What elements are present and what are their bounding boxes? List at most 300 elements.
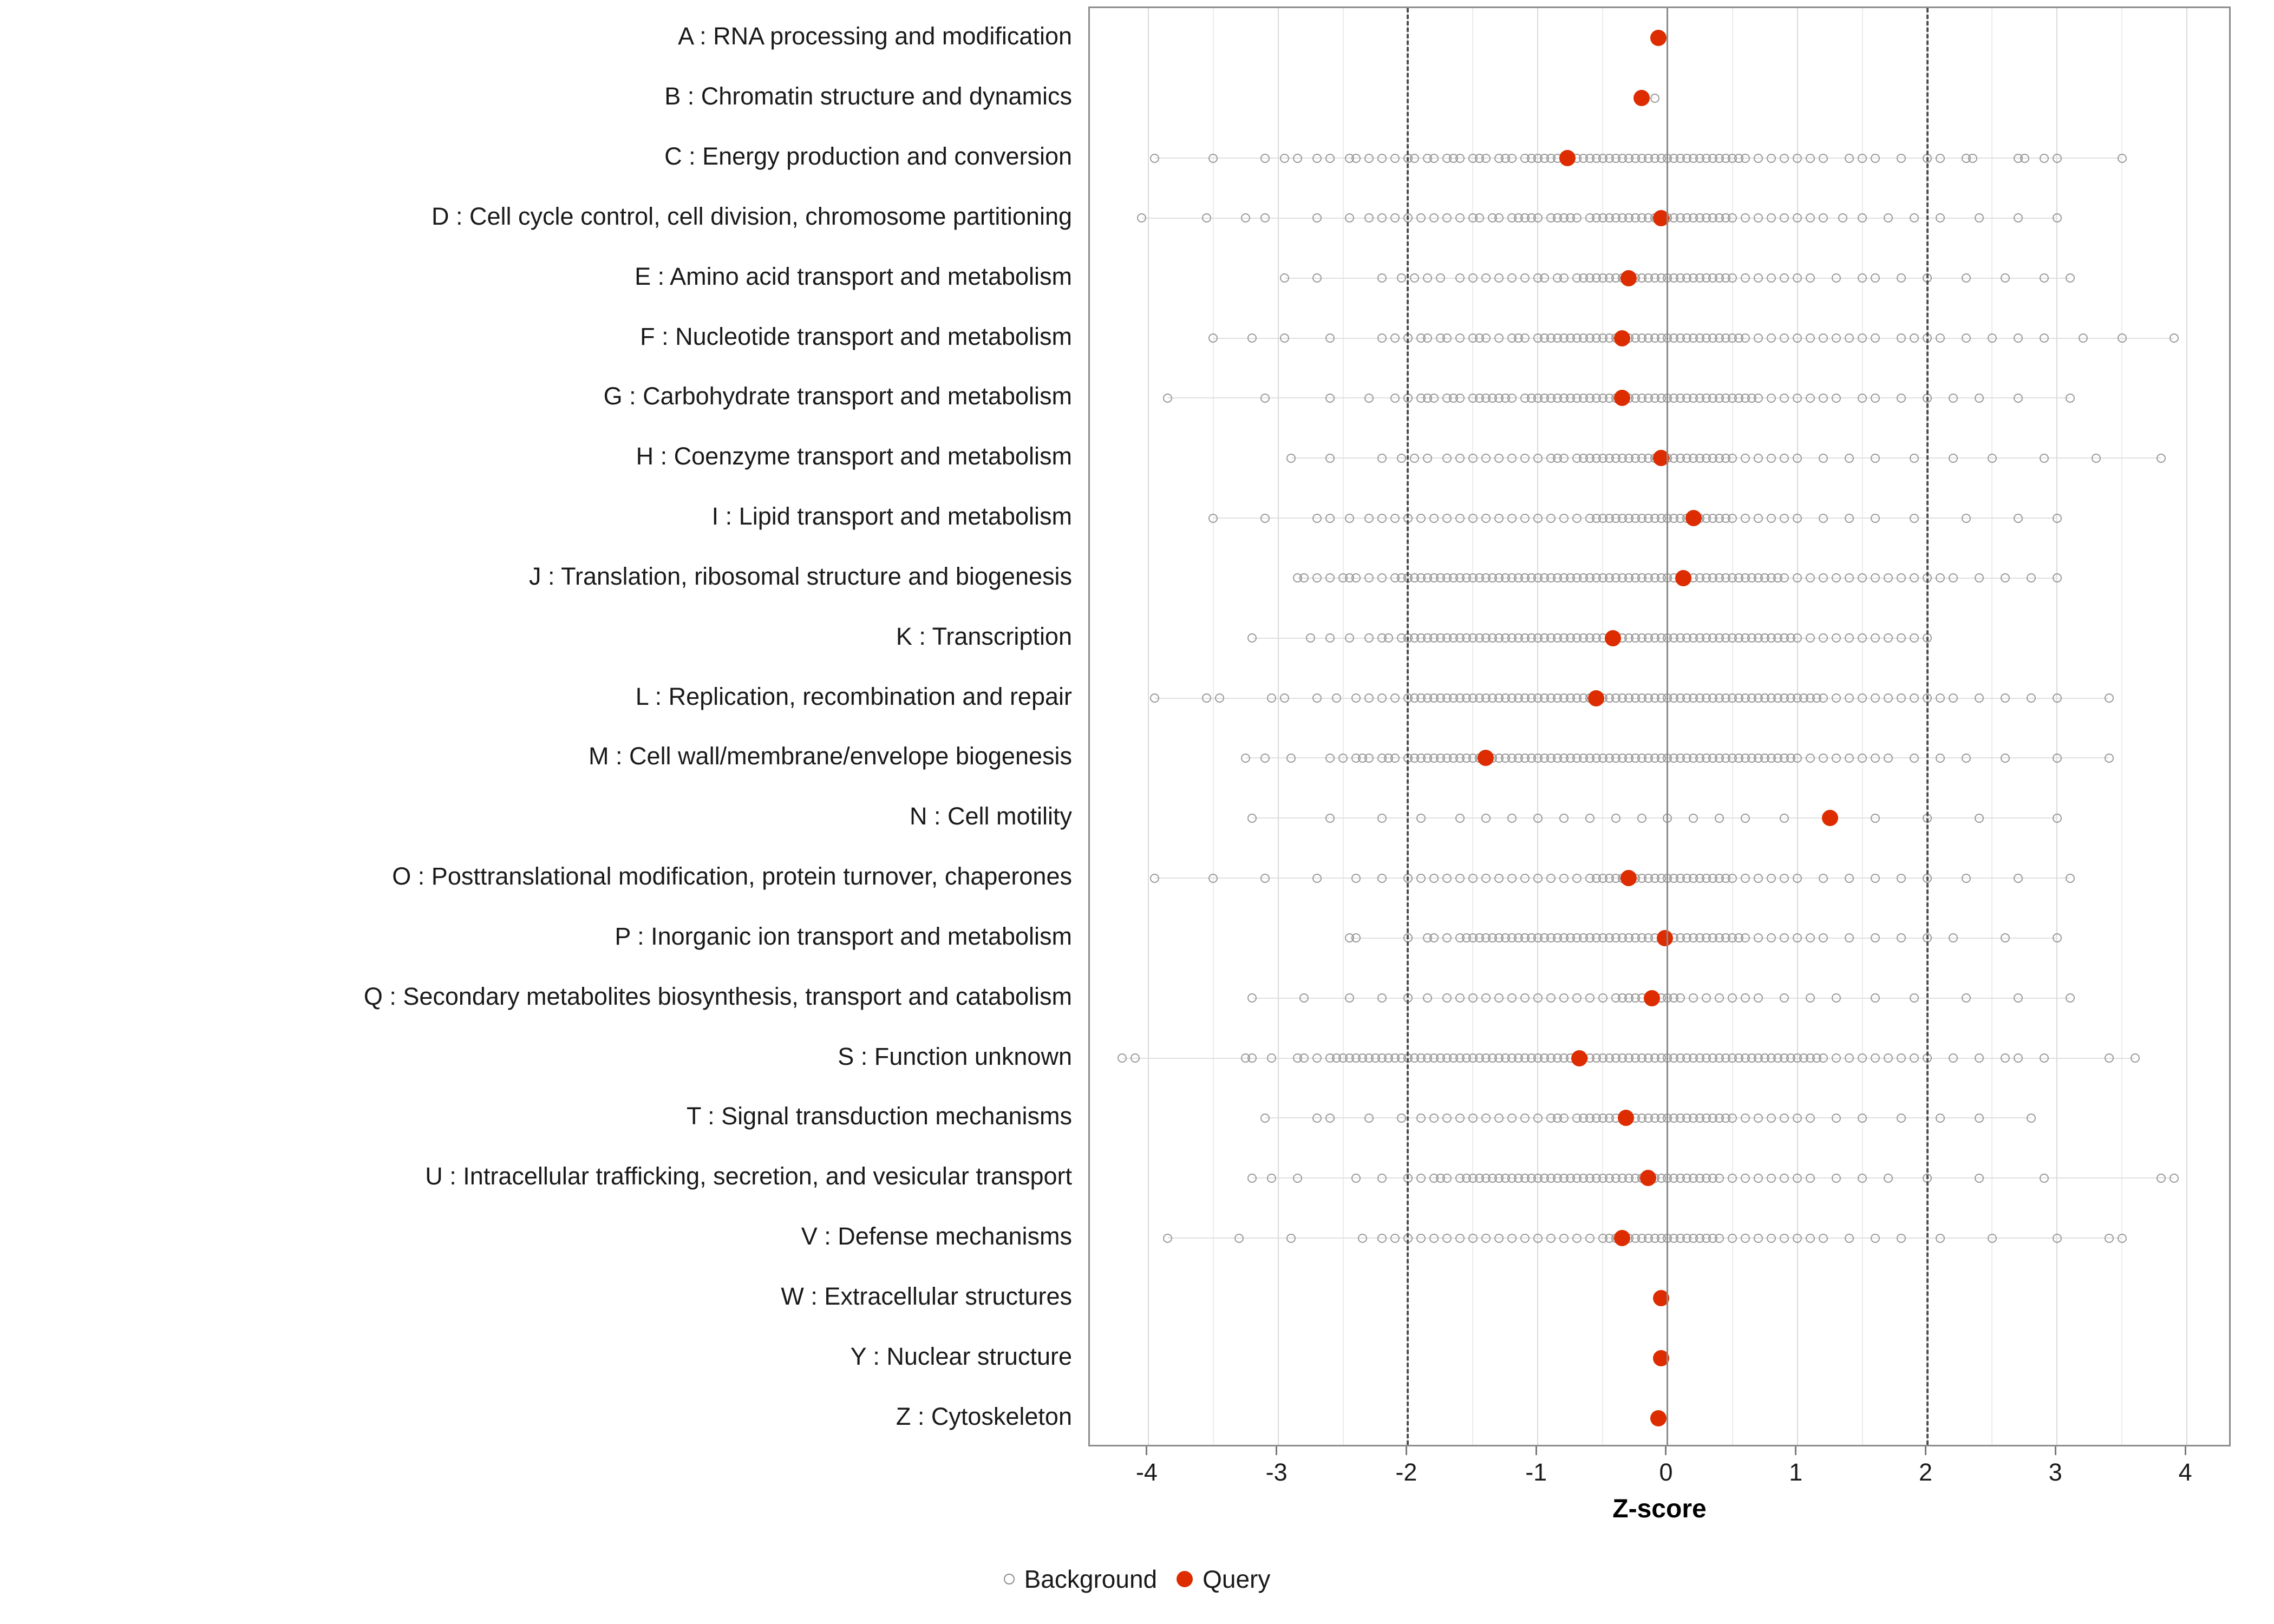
background-point	[2092, 454, 2101, 463]
legend-label-query: Query	[1203, 1565, 1271, 1593]
query-point	[1657, 930, 1673, 946]
background-point	[2066, 993, 2075, 1003]
x-tick-label: -1	[1525, 1458, 1547, 1486]
background-point	[2053, 754, 2062, 763]
background-point	[1767, 874, 1776, 883]
background-point	[2027, 573, 2036, 582]
background-point	[1793, 333, 1802, 343]
background-point	[2170, 333, 2179, 343]
background-point	[1754, 454, 1763, 463]
background-point	[1494, 333, 1504, 343]
background-point	[1988, 1234, 1997, 1243]
background-point	[1416, 814, 1426, 823]
query-point	[1614, 1230, 1630, 1246]
background-point	[1208, 874, 1218, 883]
background-point	[1741, 1234, 1750, 1243]
background-point	[1754, 154, 1763, 163]
background-point	[2027, 693, 2036, 703]
background-point	[1858, 693, 1867, 703]
background-point	[1364, 693, 1374, 703]
background-point	[1455, 333, 1465, 343]
background-point	[1780, 993, 1789, 1003]
background-point	[2001, 573, 2010, 582]
background-point	[1871, 633, 1880, 643]
filled-circle-icon	[1177, 1571, 1193, 1587]
background-point	[1520, 993, 1530, 1003]
background-point	[1267, 1174, 1276, 1183]
background-point	[1754, 1114, 1763, 1123]
background-point	[2040, 273, 2049, 283]
background-point	[2014, 514, 2023, 523]
query-point	[1478, 750, 1494, 766]
background-point	[1767, 154, 1776, 163]
background-point	[1858, 273, 1867, 283]
background-point	[1507, 993, 1517, 1003]
background-point	[1819, 454, 1828, 463]
background-point	[1416, 1114, 1426, 1123]
background-point	[1754, 213, 1763, 222]
background-point	[1377, 573, 1387, 582]
background-point	[1858, 333, 1867, 343]
background-point	[1936, 754, 1945, 763]
gridline-major	[1148, 8, 1149, 1445]
background-point	[1390, 514, 1400, 523]
background-point	[1858, 394, 1867, 403]
background-point	[1884, 633, 1893, 643]
background-point	[1507, 454, 1517, 463]
background-point	[1468, 993, 1478, 1003]
background-point	[1715, 1174, 1724, 1183]
background-point	[1988, 454, 1997, 463]
gridline-major	[1537, 8, 1538, 1445]
query-point	[1644, 990, 1660, 1006]
background-point	[1819, 874, 1828, 883]
background-point	[2053, 213, 2062, 222]
background-point	[1345, 213, 1354, 222]
background-point	[1884, 693, 1893, 703]
background-point	[1507, 874, 1517, 883]
x-tick-mark	[2185, 1446, 2186, 1455]
x-tick-label: 4	[2178, 1458, 2192, 1486]
background-point	[1728, 1234, 1737, 1243]
background-point	[1728, 874, 1737, 883]
category-label-q: Q : Secondary metabolites biosynthesis, transport and catabolism	[363, 982, 1072, 1010]
background-point	[1364, 1114, 1374, 1123]
background-point	[2053, 573, 2062, 582]
background-point	[1390, 754, 1400, 763]
query-point	[1650, 1410, 1667, 1426]
background-point	[1260, 874, 1270, 883]
background-point	[1832, 333, 1841, 343]
background-point	[1845, 633, 1854, 643]
query-point	[1620, 270, 1637, 286]
background-point	[1806, 154, 1815, 163]
background-point	[1780, 394, 1789, 403]
background-point	[1241, 213, 1250, 222]
background-point	[1559, 1114, 1569, 1123]
background-point	[1299, 993, 1309, 1003]
x-tick-mark	[1665, 1446, 1667, 1455]
background-point	[1780, 333, 1789, 343]
background-point	[1442, 454, 1452, 463]
background-point	[1832, 1114, 1841, 1123]
threshold-line-neg2	[1407, 8, 1409, 1445]
x-tick-label: -2	[1395, 1458, 1417, 1486]
background-point	[1150, 154, 1159, 163]
background-point	[1819, 573, 1828, 582]
background-point	[1572, 993, 1582, 1003]
background-point	[1247, 1174, 1257, 1183]
background-point	[1468, 454, 1478, 463]
background-point	[1962, 273, 1971, 283]
background-point	[1241, 754, 1250, 763]
background-point	[1676, 993, 1685, 1003]
background-point	[1267, 693, 1276, 703]
background-point	[1540, 273, 1549, 283]
background-point	[1507, 814, 1517, 823]
background-point	[1507, 1234, 1517, 1243]
background-point	[1260, 754, 1270, 763]
query-point	[1633, 90, 1650, 106]
background-point	[1377, 993, 1387, 1003]
background-point	[1897, 933, 1906, 942]
background-point	[1390, 394, 1400, 403]
background-point	[1423, 993, 1432, 1003]
background-point	[1806, 394, 1815, 403]
background-point	[1975, 1174, 1984, 1183]
background-point	[1806, 1234, 1815, 1243]
query-point	[1685, 510, 1702, 526]
background-point	[1494, 1114, 1504, 1123]
background-point	[1520, 454, 1530, 463]
background-point	[1585, 1234, 1595, 1243]
background-point	[1442, 514, 1452, 523]
background-point	[1949, 693, 1958, 703]
background-point	[1280, 154, 1289, 163]
category-label-a: A : RNA processing and modification	[678, 22, 1072, 50]
background-point	[1793, 633, 1802, 643]
background-point	[1741, 213, 1750, 222]
background-point	[1650, 94, 1659, 103]
background-point	[1949, 933, 1958, 942]
background-point	[1306, 633, 1315, 643]
background-point	[1858, 1053, 1867, 1063]
background-point	[1806, 273, 1815, 283]
background-point	[1845, 573, 1854, 582]
background-point	[1312, 514, 1322, 523]
background-point	[1351, 693, 1361, 703]
background-point	[1260, 213, 1270, 222]
background-point	[1442, 933, 1452, 942]
background-point	[1494, 874, 1504, 883]
background-point	[2040, 1053, 2049, 1063]
background-point	[1455, 454, 1465, 463]
gridline-major	[1797, 8, 1798, 1445]
background-point	[1429, 514, 1439, 523]
category-label-e: E : Amino acid transport and metabolism	[635, 262, 1072, 290]
background-point	[1247, 633, 1257, 643]
background-point	[1351, 154, 1361, 163]
background-point	[1364, 394, 1374, 403]
background-point	[1793, 1114, 1802, 1123]
background-point	[1806, 933, 1815, 942]
background-point	[1351, 933, 1361, 942]
background-point	[1494, 454, 1504, 463]
background-point	[1754, 394, 1763, 403]
background-point	[1286, 754, 1296, 763]
background-point	[1533, 454, 1543, 463]
background-point	[2053, 693, 2062, 703]
background-point	[1260, 1114, 1270, 1123]
background-point	[1559, 1234, 1569, 1243]
category-label-f: F : Nucleotide transport and metabolism	[640, 322, 1072, 350]
background-point	[1247, 993, 1257, 1003]
background-point	[1962, 993, 1971, 1003]
background-point	[1442, 874, 1452, 883]
background-point	[1741, 814, 1750, 823]
background-point	[1345, 514, 1354, 523]
background-point	[1728, 1114, 1737, 1123]
gridline-minor	[1472, 8, 1473, 1445]
background-point	[1481, 273, 1491, 283]
background-point	[2014, 1053, 2023, 1063]
background-point	[1397, 454, 1406, 463]
background-point	[1572, 1234, 1582, 1243]
x-tick-mark	[2055, 1446, 2056, 1455]
x-tick-mark	[1795, 1446, 1796, 1455]
background-point	[2105, 1234, 2114, 1243]
category-label-c: C : Energy production and conversion	[664, 142, 1072, 171]
background-point	[1312, 874, 1322, 883]
background-point	[1559, 514, 1569, 523]
background-point	[1559, 993, 1569, 1003]
background-point	[2118, 1234, 2127, 1243]
background-point	[1247, 814, 1257, 823]
background-point	[1806, 573, 1815, 582]
background-point	[1481, 993, 1491, 1003]
background-point	[1397, 1114, 1406, 1123]
background-point	[1481, 874, 1491, 883]
background-point	[1936, 693, 1945, 703]
background-point	[1416, 1234, 1426, 1243]
background-point	[1728, 454, 1737, 463]
background-point	[1390, 693, 1400, 703]
background-point	[2040, 333, 2049, 343]
background-point	[1267, 1053, 1276, 1063]
background-point	[1455, 514, 1465, 523]
background-point	[1208, 514, 1218, 523]
background-point	[2014, 993, 2023, 1003]
background-point	[1806, 1174, 1815, 1183]
background-point	[1767, 394, 1776, 403]
gridline-minor	[1343, 8, 1344, 1445]
background-point	[1936, 154, 1945, 163]
background-point	[1754, 514, 1763, 523]
background-point	[1689, 814, 1698, 823]
background-point	[1962, 754, 1971, 763]
background-point	[2053, 154, 2062, 163]
gridline-major	[1278, 8, 1279, 1445]
background-point	[1715, 1234, 1724, 1243]
x-axis	[1088, 1446, 2231, 1490]
background-point	[1312, 154, 1322, 163]
background-point	[1533, 1114, 1543, 1123]
background-point	[1819, 333, 1828, 343]
background-point	[1455, 993, 1465, 1003]
background-point	[2001, 693, 2010, 703]
background-point	[1968, 154, 1977, 163]
background-point	[1377, 693, 1387, 703]
background-point	[1845, 1234, 1854, 1243]
background-point	[1494, 514, 1504, 523]
background-point	[1598, 993, 1608, 1003]
background-point	[1137, 213, 1146, 222]
background-point	[1780, 454, 1789, 463]
background-point	[1845, 514, 1854, 523]
background-point	[1312, 273, 1322, 283]
background-point	[2105, 1053, 2114, 1063]
background-point	[1559, 874, 1569, 883]
background-point	[1423, 454, 1432, 463]
background-point	[1793, 154, 1802, 163]
background-point	[1312, 213, 1322, 222]
background-point	[1793, 1234, 1802, 1243]
threshold-line-pos2	[1926, 8, 1929, 1445]
query-point	[1822, 810, 1838, 826]
background-point	[1494, 993, 1504, 1003]
background-point	[1871, 154, 1880, 163]
background-point	[1949, 394, 1958, 403]
background-point	[1208, 333, 1218, 343]
background-point	[1832, 273, 1841, 283]
background-point	[1429, 1114, 1439, 1123]
background-point	[1325, 154, 1335, 163]
background-point	[1481, 333, 1491, 343]
background-point	[1611, 814, 1620, 823]
background-point	[2157, 454, 2166, 463]
background-point	[1897, 633, 1906, 643]
background-point	[1481, 1114, 1491, 1123]
background-point	[2001, 1053, 2010, 1063]
background-point	[1949, 1053, 1958, 1063]
background-point	[1754, 874, 1763, 883]
background-point	[2014, 874, 2023, 883]
background-point	[1871, 1053, 1880, 1063]
background-point	[1390, 213, 1400, 222]
zero-reference-line	[1667, 8, 1668, 1445]
gridline-minor	[1991, 8, 1992, 1445]
background-point	[1793, 1174, 1802, 1183]
background-point	[1377, 514, 1387, 523]
category-label-v: V : Defense mechanisms	[801, 1222, 1072, 1250]
category-label-y: Y : Nuclear structure	[850, 1342, 1072, 1370]
background-point	[1150, 874, 1159, 883]
gridline-minor	[2121, 8, 2122, 1445]
background-point	[1910, 573, 1919, 582]
query-point	[1614, 330, 1630, 346]
background-point	[1377, 874, 1387, 883]
query-point	[1605, 630, 1621, 646]
background-point	[1481, 454, 1491, 463]
background-point	[1819, 394, 1828, 403]
background-point	[1455, 154, 1465, 163]
background-point	[1806, 213, 1815, 222]
background-point	[1897, 1234, 1906, 1243]
background-point	[1390, 1234, 1400, 1243]
background-point	[1533, 874, 1543, 883]
x-tick-label: -4	[1135, 1458, 1158, 1486]
background-point	[1884, 1174, 1893, 1183]
background-point	[1494, 273, 1504, 283]
background-point	[1871, 814, 1880, 823]
background-point	[1858, 754, 1867, 763]
background-point	[1455, 213, 1465, 222]
background-point	[1481, 154, 1491, 163]
background-point	[1871, 454, 1880, 463]
background-point	[1364, 633, 1374, 643]
category-label-t: T : Signal transduction mechanisms	[686, 1102, 1072, 1130]
background-point	[1520, 1114, 1530, 1123]
category-label-axis	[22, 5, 1083, 1445]
background-point	[1494, 213, 1504, 222]
background-point	[1442, 333, 1452, 343]
background-point	[1871, 514, 1880, 523]
background-point	[1312, 693, 1322, 703]
category-label-b: B : Chromatin structure and dynamics	[664, 82, 1072, 110]
background-point	[1533, 1234, 1543, 1243]
background-point	[1754, 933, 1763, 942]
x-tick-mark	[1276, 1446, 1277, 1455]
background-point	[2001, 273, 2010, 283]
background-point	[1338, 754, 1348, 763]
background-point	[1806, 1114, 1815, 1123]
background-point	[1507, 154, 1517, 163]
background-point	[1780, 814, 1789, 823]
background-point	[1325, 333, 1335, 343]
background-point	[1832, 693, 1841, 703]
background-point	[1910, 693, 1919, 703]
background-point	[1845, 454, 1854, 463]
background-point	[2040, 1174, 2049, 1183]
background-point	[1377, 333, 1387, 343]
background-point	[1819, 514, 1828, 523]
background-point	[1910, 514, 1919, 523]
background-point	[1423, 333, 1432, 343]
background-point	[1780, 154, 1789, 163]
background-point	[1871, 273, 1880, 283]
background-point	[1416, 1174, 1426, 1183]
background-point	[2040, 454, 2049, 463]
background-point	[1910, 454, 1919, 463]
background-point	[1780, 874, 1789, 883]
background-point	[1559, 273, 1569, 283]
background-point	[1838, 213, 1847, 222]
background-point	[1728, 273, 1737, 283]
background-point	[1507, 514, 1517, 523]
background-point	[1260, 154, 1270, 163]
open-circle-icon	[1004, 1574, 1015, 1584]
background-point	[1741, 1114, 1750, 1123]
background-point	[1897, 154, 1906, 163]
background-point	[1754, 333, 1763, 343]
background-point	[1741, 1174, 1750, 1183]
background-point	[1533, 514, 1543, 523]
category-label-k: K : Transcription	[896, 622, 1072, 650]
background-point	[1442, 1234, 1452, 1243]
background-point	[1832, 754, 1841, 763]
background-point	[1436, 273, 1445, 283]
background-point	[1410, 454, 1419, 463]
